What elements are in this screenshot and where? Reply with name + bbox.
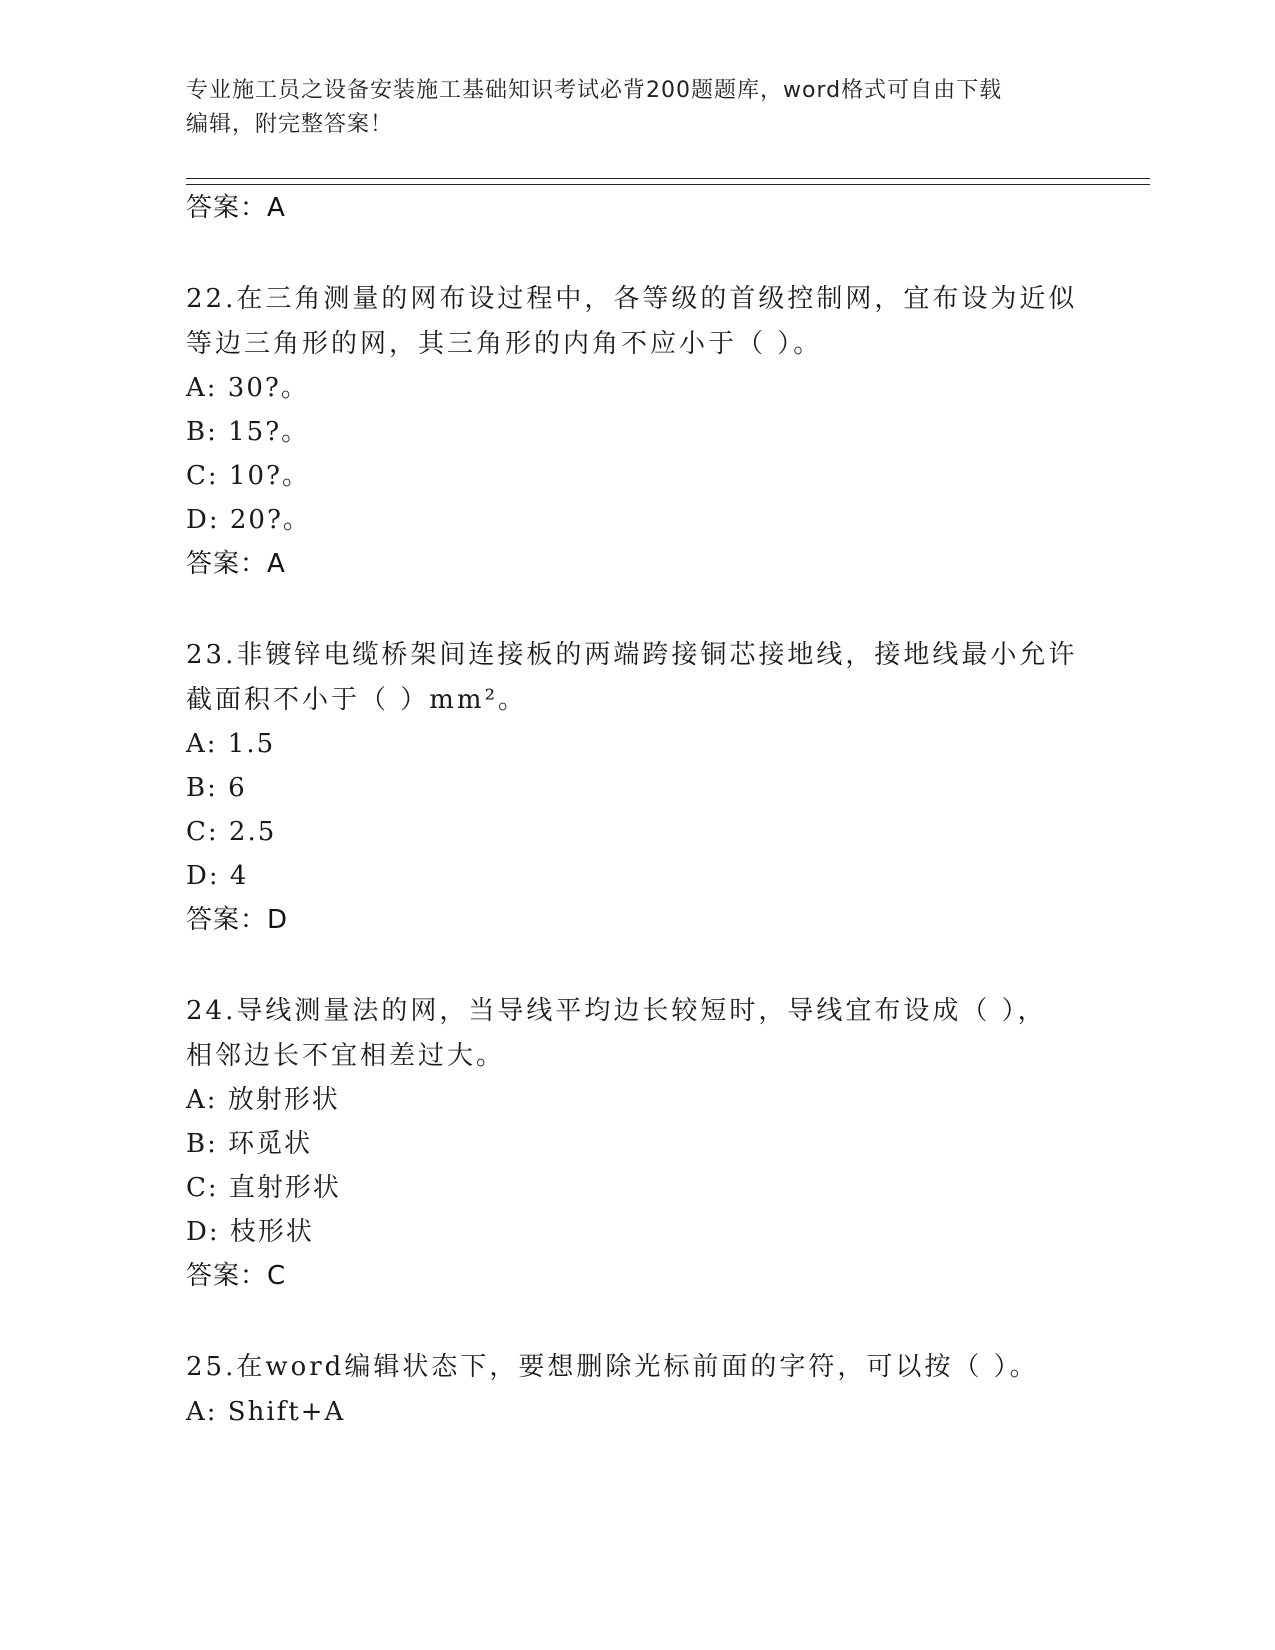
answer-q24: 答案：C — [186, 1261, 287, 1291]
question-23 — [186, 633, 1086, 723]
question-22-line-1: 22.在三角测量的网布设过程中，各等级的首级控制网，宜布设为近似 — [186, 284, 1078, 314]
question-23-line-2: 截面积不小于（ ）mm²。 — [186, 685, 527, 715]
question-22-option-a: A: 30?。 — [186, 373, 309, 403]
question-22-option-b: B: 15?。 — [186, 417, 310, 447]
question-23-option-d: D: 4 — [186, 861, 249, 891]
question-24-option-c: C: 直射形状 — [186, 1173, 341, 1203]
header-line-1: 专业施工员之设备安装施工基础知识考试必背200题题库，word格式可自由下载 — [186, 78, 1003, 103]
document-header — [186, 74, 1066, 142]
question-24-line-1: 24.导线测量法的网，当导线平均边长较短时，导线宜布设成（ ）， — [186, 996, 1047, 1026]
question-24 — [186, 989, 1086, 1079]
answer-q21: 答案：A — [186, 193, 286, 223]
question-25-option-a: A: Shift+A — [186, 1397, 346, 1427]
question-22-option-d: D: 20?。 — [186, 505, 311, 535]
question-24-option-d: D: 枝形状 — [186, 1217, 314, 1247]
question-22 — [186, 277, 1086, 367]
header-line-2: 编辑，附完整答案！ — [186, 112, 394, 137]
question-23-option-c: C: 2.5 — [186, 817, 277, 847]
header-rule-top — [186, 178, 1150, 179]
question-24-option-a: A: 放射形状 — [186, 1085, 340, 1115]
question-25 — [186, 1345, 1086, 1390]
question-22-line-2: 等边三角形的网，其三角形的内角不应小于（ ）。 — [186, 329, 823, 359]
question-22-option-c: C: 10?。 — [186, 461, 310, 491]
answer-q23: 答案：D — [186, 905, 289, 935]
question-24-line-2: 相邻边长不宜相差过大。 — [186, 1041, 506, 1071]
question-23-option-b: B: 6 — [186, 773, 247, 803]
question-23-option-a: A: 1.5 — [186, 729, 276, 759]
question-25-line-1: 25.在word编辑状态下，要想删除光标前面的字符，可以按（ ）。 — [186, 1352, 1039, 1382]
question-23-line-1: 23.非镀锌电缆桥架间连接板的两端跨接铜芯接地线，接地线最小允许 — [186, 640, 1078, 670]
answer-q22: 答案：A — [186, 549, 286, 579]
header-rule-bottom — [186, 184, 1150, 185]
question-24-option-b: B: 环觅状 — [186, 1129, 313, 1159]
